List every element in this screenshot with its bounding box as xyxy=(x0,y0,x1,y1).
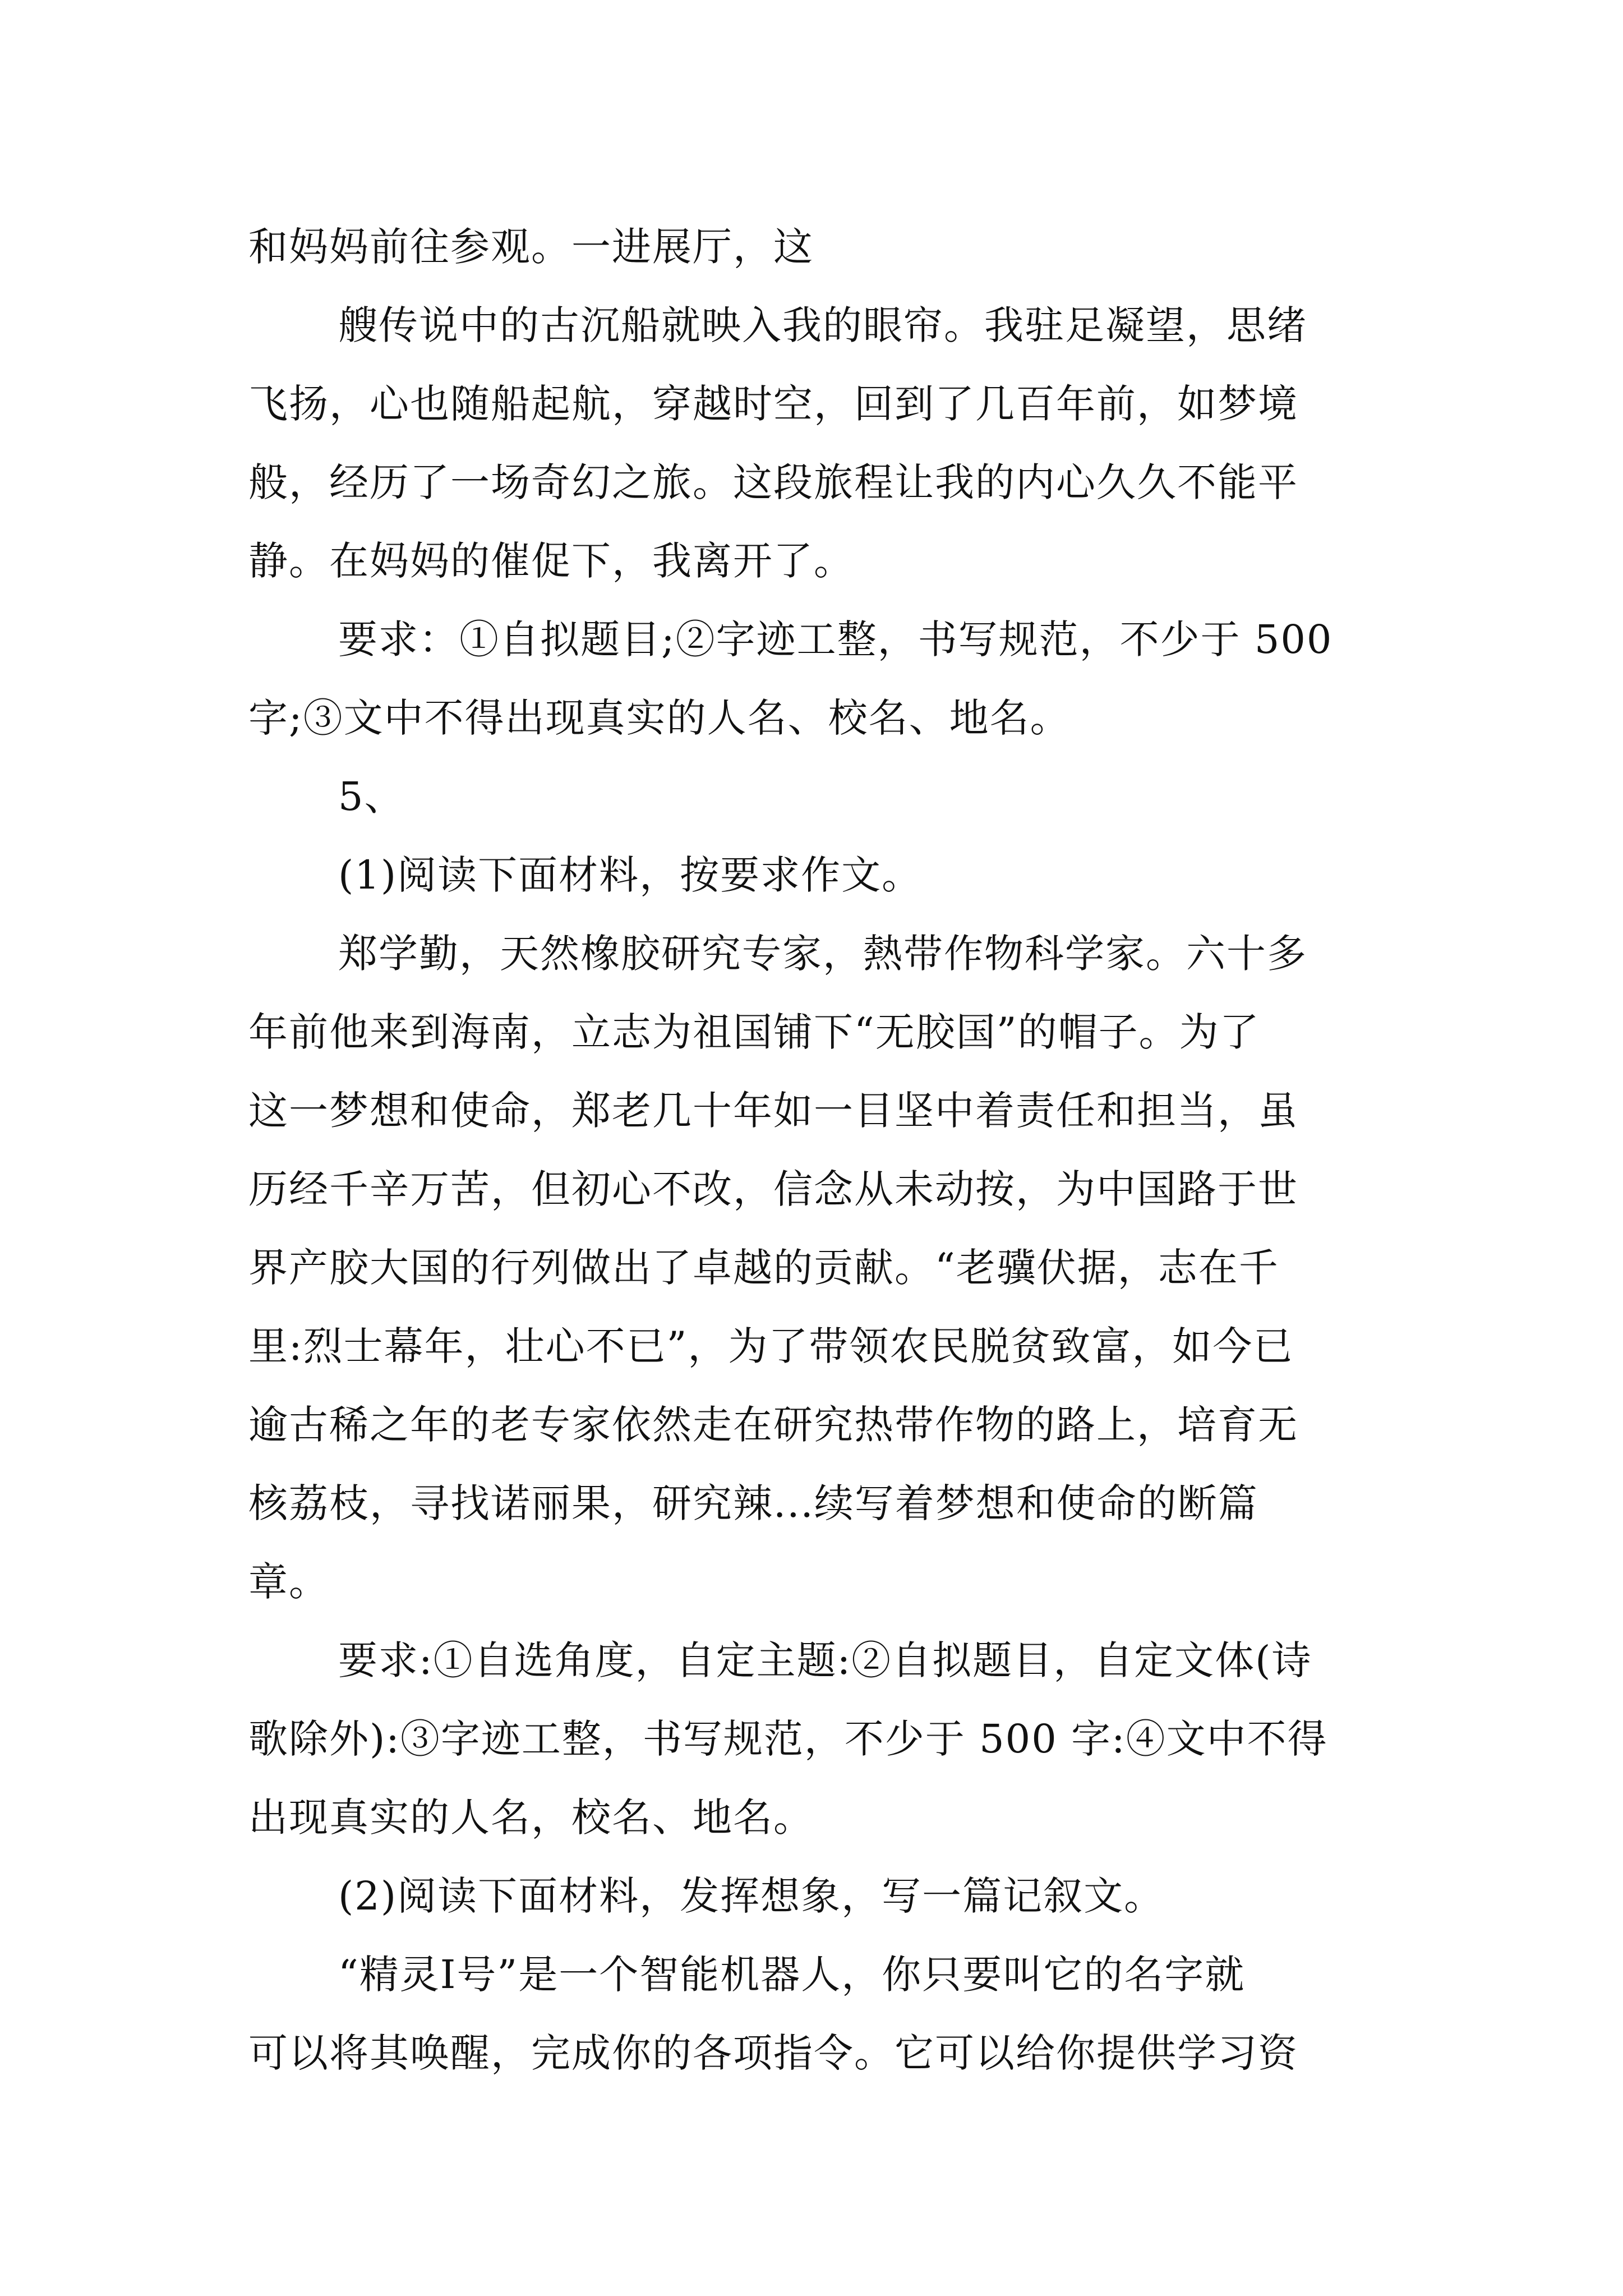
text-line: 逾古稀之年的老专家依然走在研究热带作物的路上，培育无 xyxy=(248,1402,1298,1448)
text-line: 年前他来到海南，立志为祖国铺下“无胶国”的帽子。为了 xyxy=(248,1009,1260,1055)
text-line: 要求:①自选角度，自定主题:②自拟题目，自定文体(诗 xyxy=(338,1637,1312,1683)
text-line: 出现真实的人名，校名、地名。 xyxy=(248,1795,814,1841)
text-line: 艘传说中的古沉船就映入我的眼帘。我驻足凝望，思绪 xyxy=(338,302,1307,348)
text-line: 郑学勤，天然橡胶研究专家，熱带作物科学家。六十多 xyxy=(338,931,1307,977)
text-line: 和妈妈前往参观。一进展厅，这 xyxy=(248,224,814,270)
text-line: 这一梦想和使命，郑老几十年如一目坚中着责任和担当，虽 xyxy=(248,1088,1298,1134)
text-line: 可以将其唤醒，完成你的各项指令。它可以给你提供学习资 xyxy=(248,2030,1298,2076)
section-number: 5、 xyxy=(338,774,405,820)
text-line: 历经千辛万苦，但初心不改，信念从未动按，为中国路于世 xyxy=(248,1166,1298,1212)
text-line: “精灵Ⅰ号”是一个智能机器人，你只要叫它的名字就 xyxy=(338,1952,1246,1998)
question-heading: (2)阅读下面材料，发挥想象，写一篇记叙文。 xyxy=(338,1873,1165,1919)
text-line: 要求：①自拟题目;②字迹工整，书写规范，不少于 500 xyxy=(338,616,1333,662)
question-heading: (1)阅读下面材料，按要求作文。 xyxy=(338,852,923,898)
text-line: 章。 xyxy=(248,1559,329,1605)
text-line: 字;③文中不得出现真实的人名、校名、地名。 xyxy=(248,695,1071,741)
text-line: 核荔枝，寻找诺丽果，研究辣...续写着梦想和使命的断篇 xyxy=(248,1480,1258,1526)
text-line: 歌除外):③字迹工整，书写规范，不少于 500 字:④文中不得 xyxy=(248,1716,1328,1762)
text-line: 飞扬，心也随船起航，穿越时空，回到了几百年前，如梦境 xyxy=(248,381,1298,427)
text-line: 界产胶大国的行列做出了卓越的贡献。“老骥伏据，志在千 xyxy=(248,1245,1279,1291)
text-line: 般，经历了一场奇幻之旅。这段旅程让我的内心久久不能平 xyxy=(248,459,1298,505)
text-line: 静。在妈妈的催促下，我离开了。 xyxy=(248,538,854,584)
text-line: 里:烈士幕年，壮心不已”，为了带领农民脱贫致富，如今已 xyxy=(248,1323,1294,1369)
